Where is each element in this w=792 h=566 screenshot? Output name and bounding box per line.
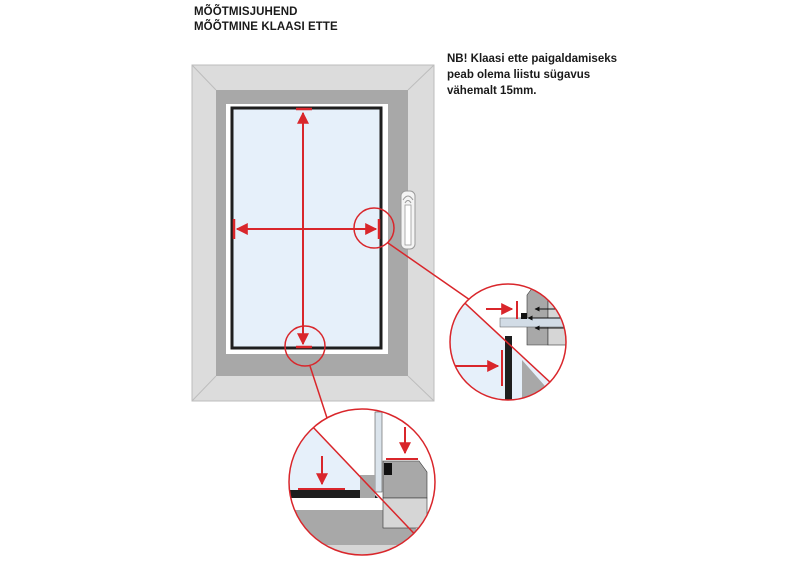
title-line-2: MÕÕTMINE KLAASI ETTE: [194, 21, 338, 33]
bottom-profile-detail: [285, 405, 445, 560]
side-profile-detail: [440, 280, 582, 420]
window-handle-icon: [401, 191, 415, 249]
title-line-1: MÕÕTMISJUHEND: [194, 6, 298, 18]
note-line-2: peab olema liistu sügavus: [447, 69, 591, 81]
note-line-1: NB! Klaasi ette paigaldamiseks: [447, 53, 618, 65]
note-line-3: vähemalt 15mm.: [447, 85, 537, 97]
window-frame: [192, 65, 434, 401]
